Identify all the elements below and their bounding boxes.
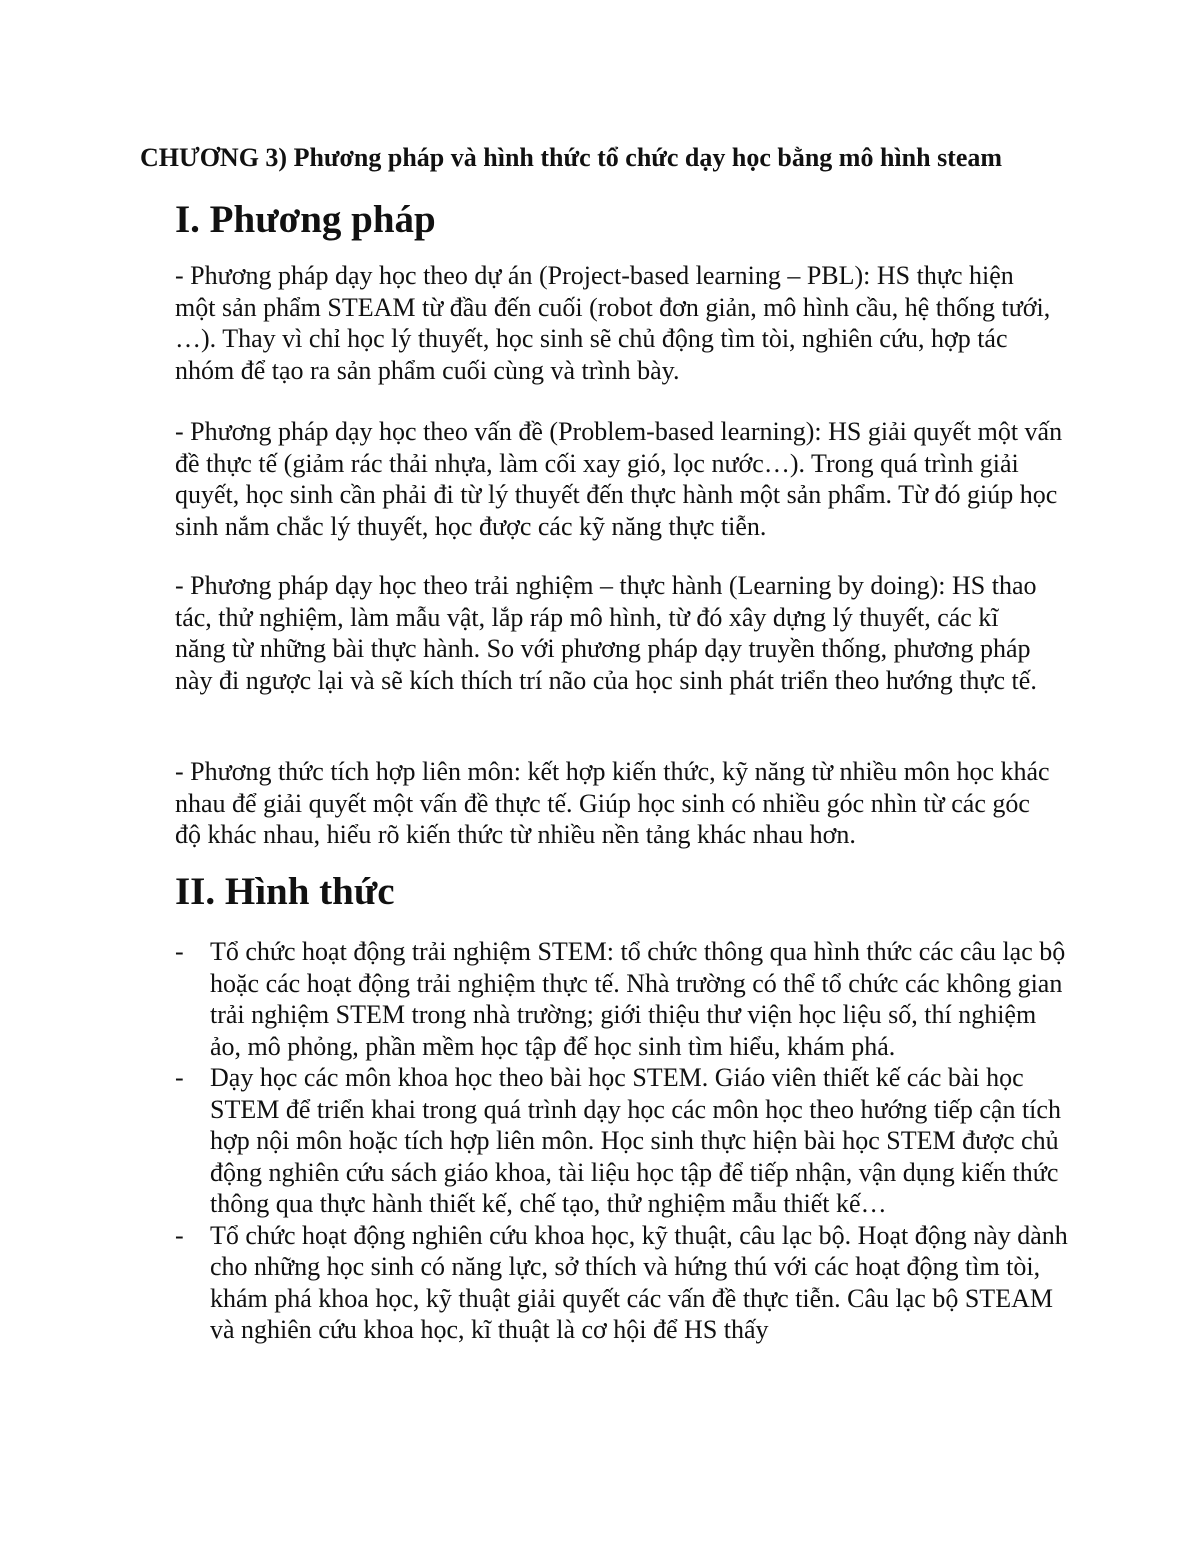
section-heading-forms: II. Hình thức bbox=[175, 870, 395, 913]
list-item bbox=[175, 1220, 1075, 1346]
paragraph-learning-by-doing: - Phương pháp dạy học theo trải nghiệm – thực hành (Learning by doing): HS thao tác, thử nghiệm, làm mẫu vật, lắp ráp mô hình, từ đó xây dựng lý thuyết, các kĩ năng từ những bài thực hành. So với phương pháp dạy truyền thống, phương pháp này đi ngược lại và sẽ kích thích trí não của học sinh phát triển theo hướng thực tế. bbox=[175, 571, 1037, 695]
paragraph-problem-based-learning: - Phương pháp dạy học theo vấn đề (Problem-based learning): HS giải quyết một vấn đề thực tế (giảm rác thải nhựa, làm cối xay gió, lọc nước…). Trong quá trình giải quyết, học sinh cần phải đi từ lý thuyết đến thực hành một sản phẩm. Từ đó giúp học sinh nắm chắc lý thuyết, học được các kỹ năng thực tiễn. bbox=[175, 417, 1063, 541]
bullet-marker: - bbox=[175, 1220, 184, 1250]
list-item bbox=[175, 1062, 1075, 1220]
forms-bullet-list bbox=[175, 936, 1075, 1346]
paragraph-interdisciplinary: - Phương thức tích hợp liên môn: kết hợp kiến thức, kỹ năng từ nhiều môn học khác nhau để giải quyết một vấn đề thực tế. Giúp học sinh có nhiều góc nhìn từ các góc độ khác nhau, hiểu rõ kiến thức từ nhiều nền tảng khác nhau hơn. bbox=[175, 757, 1050, 849]
list-item bbox=[175, 936, 1075, 1062]
list-item-text: Tổ chức hoạt động nghiên cứu khoa học, kỹ thuật, câu lạc bộ. Hoạt động này dành cho những học sinh có năng lực, sở thích và hứng thú với các hoạt động tìm tòi, khám phá khoa học, kỹ thuật giải quyết các vấn đề thực tiễn. Câu lạc bộ STEAM và nghiên cứu khoa học, kĩ thuật là cơ hội để HS thấy bbox=[210, 1220, 1068, 1344]
chapter-title: CHƯƠNG 3) Phương pháp và hình thức tổ chức dạy học bằng mô hình steam bbox=[140, 143, 1003, 172]
bullet-marker: - bbox=[175, 937, 184, 966]
list-item-text: Tổ chức hoạt động trải nghiệm STEM: tổ chức thông qua hình thức các câu lạc bộ hoặc các hoạt động trải nghiệm thực tế. Nhà trường có thể tổ chức các không gian trải nghiệm STEM trong nhà trường; giới thiệu thư viện học liệu số, thí nghiệm ảo, mô phỏng, phần mềm học tập để học sinh tìm hiểu, khám phá. bbox=[210, 937, 1066, 1061]
section-heading-methods: I. Phương pháp bbox=[175, 198, 436, 241]
bullet-marker: - bbox=[175, 1063, 184, 1092]
paragraph-project-based-learning: - Phương pháp dạy học theo dự án (Project-based learning – PBL): HS thực hiện một sản phẩm STEAM từ đầu đến cuối (robot đơn giản, mô hình cầu, hệ thống tưới, …). Thay vì chỉ học lý thuyết, học sinh sẽ chủ động tìm tòi, nghiên cứu, hợp tác nhóm để tạo ra sản phẩm cuối cùng và trình bày. bbox=[175, 261, 1051, 385]
list-item-text: Dạy học các môn khoa học theo bài học STEM. Giáo viên thiết kế các bài học STEM để triển khai trong quá trình dạy học các môn học theo hướng tiếp cận tích hợp nội môn hoặc tích hợp liên môn. Học sinh thực hiện bài học STEM được chủ động nghiên cứu sách giáo khoa, tài liệu học tập để tiếp nhận, vận dụng kiến thức thông qua thực hành thiết kế, chế tạo, thử nghiệm mẫu thiết kế… bbox=[210, 1063, 1061, 1218]
